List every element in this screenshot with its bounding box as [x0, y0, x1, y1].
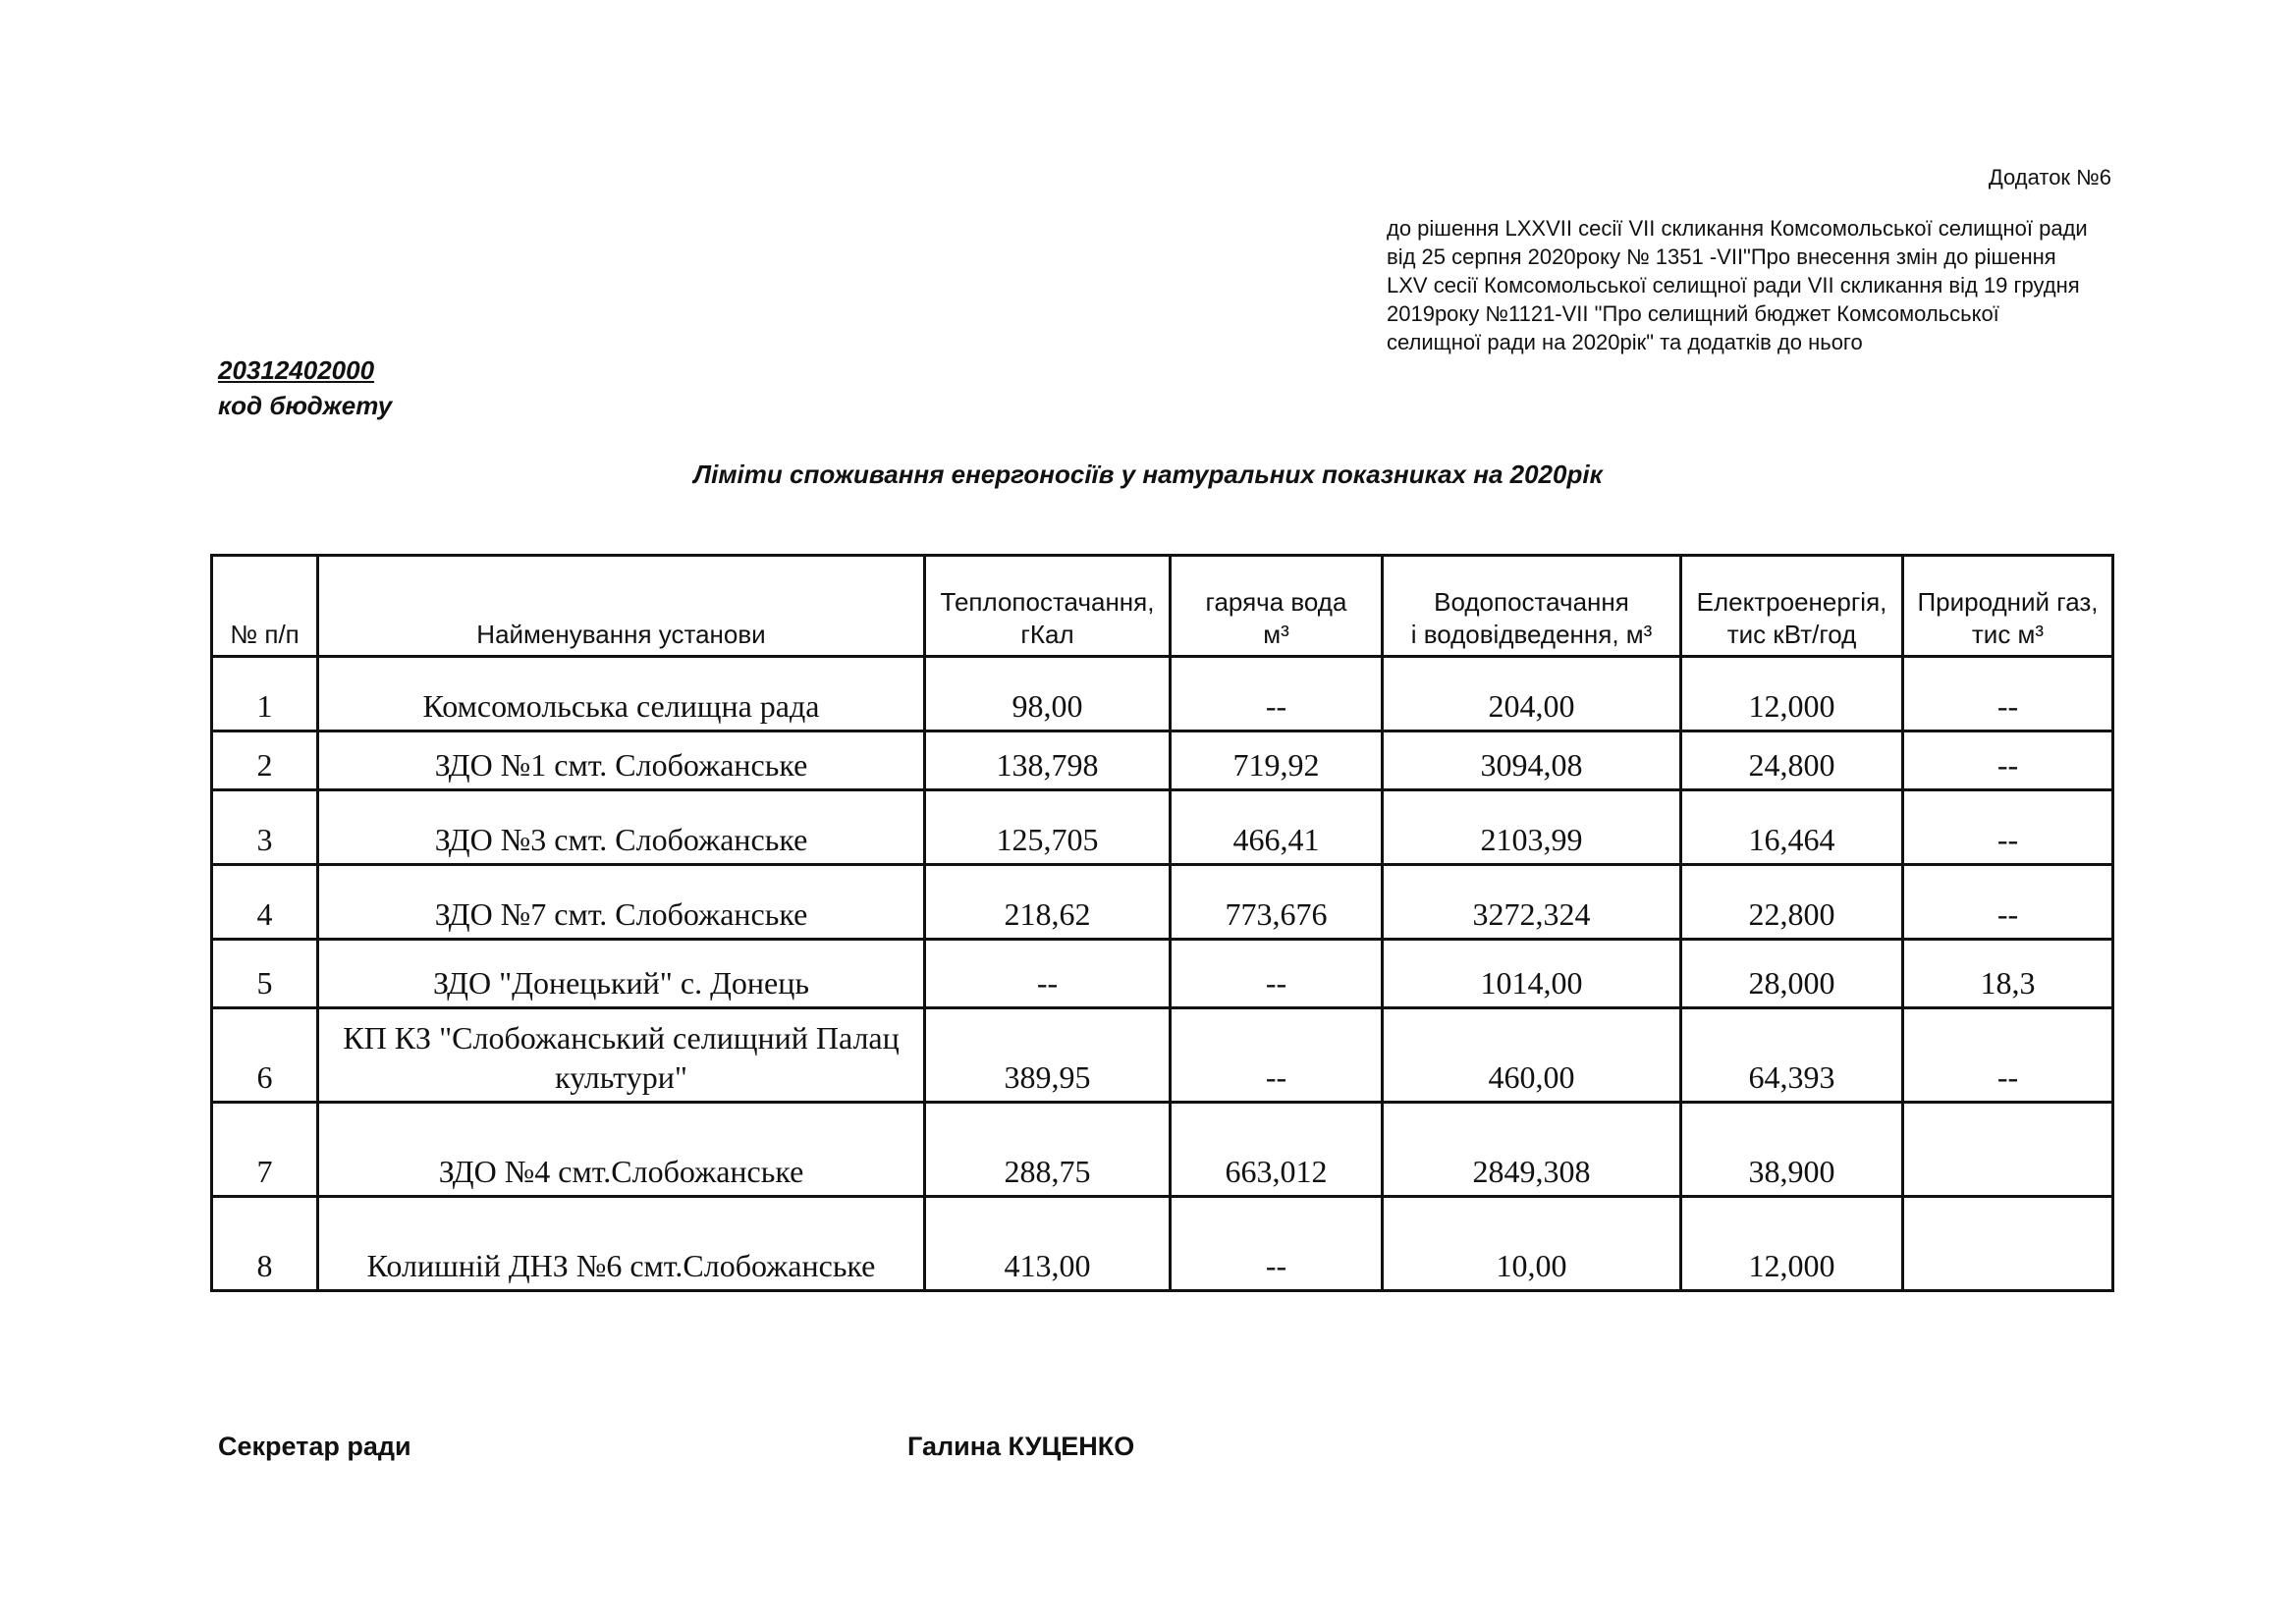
header-number [212, 556, 318, 657]
cell-heating: 125,705 [925, 790, 1171, 865]
header-unit: і водовідведення, м³ [1410, 620, 1653, 649]
cell-electricity: 64,393 [1681, 1008, 1903, 1103]
cell-number: 3 [212, 790, 318, 865]
header-institution [318, 556, 925, 657]
cell-water-supply: 2849,308 [1383, 1103, 1681, 1197]
cell-natural-gas [1903, 1197, 2113, 1291]
header-electricity [1681, 556, 1903, 657]
cell-institution: ЗДО №3 смт. Слобожанське [318, 790, 925, 865]
header-heating [925, 556, 1171, 657]
cell-heating: 138,798 [925, 731, 1171, 790]
cell-heating: 218,62 [925, 865, 1171, 940]
header-text: Природний газ, [1917, 587, 2099, 617]
cell-hot-water: 466,41 [1171, 790, 1383, 865]
header-unit: тис кВт/год [1726, 620, 1857, 649]
budget-code: 20312402000 [218, 355, 375, 385]
header-text: Найменування установи [476, 620, 766, 649]
cell-institution: КП КЗ "Слобожанський селищний Палац культури" [318, 1008, 925, 1103]
decision-line: 2019року №1121-VII "Про селищний бюджет Комсомольської [1387, 301, 1999, 326]
header-text: Водопостачання [1434, 587, 1629, 617]
cell-natural-gas: -- [1903, 731, 2113, 790]
table-row [212, 731, 2113, 790]
decision-line: до рішення LXXVII сесії VII скликання Комсомольської селищної ради [1387, 216, 2088, 241]
header-hot-water [1171, 556, 1383, 657]
budget-code-label: код бюджету [218, 391, 393, 420]
decision-reference [1387, 214, 2133, 356]
cell-natural-gas: -- [1903, 790, 2113, 865]
cell-institution: Колишній ДНЗ №6 смт.Слобожанське [318, 1197, 925, 1291]
header-text: Електроенергія, [1696, 587, 1887, 617]
cell-number: 6 [212, 1008, 318, 1103]
table-row [212, 865, 2113, 940]
cell-natural-gas: 18,3 [1903, 940, 2113, 1008]
cell-institution: ЗДО №1 смт. Слобожанське [318, 731, 925, 790]
cell-heating: 413,00 [925, 1197, 1171, 1291]
cell-hot-water: -- [1171, 940, 1383, 1008]
cell-electricity: 12,000 [1681, 657, 1903, 731]
header-water-supply [1383, 556, 1681, 657]
cell-institution: ЗДО №4 смт.Слобожанське [318, 1103, 925, 1197]
cell-hot-water: 773,676 [1171, 865, 1383, 940]
header-unit: тис м³ [1971, 620, 2045, 649]
cell-number: 7 [212, 1103, 318, 1197]
cell-hot-water: 663,012 [1171, 1103, 1383, 1197]
header-unit: м³ [1263, 620, 1289, 649]
cell-water-supply: 2103,99 [1383, 790, 1681, 865]
cell-natural-gas [1903, 1103, 2113, 1197]
table-row [212, 940, 2113, 1008]
cell-water-supply: 204,00 [1383, 657, 1681, 731]
secretary-name: Галина КУЦЕНКО [907, 1432, 1135, 1461]
cell-institution: Комсомольська селищна рада [318, 657, 925, 731]
cell-electricity: 22,800 [1681, 865, 1903, 940]
cell-water-supply: 10,00 [1383, 1197, 1681, 1291]
energy-limits-table [210, 554, 2114, 1292]
header-natural-gas [1903, 556, 2113, 657]
header-text: гаряча вода [1205, 587, 1347, 617]
table-row [212, 1103, 2113, 1197]
cell-natural-gas: -- [1903, 1008, 2113, 1103]
appendix-number: Додаток №6 [1988, 165, 2111, 189]
cell-water-supply: 460,00 [1383, 1008, 1681, 1103]
cell-water-supply: 1014,00 [1383, 940, 1681, 1008]
cell-natural-gas: -- [1903, 657, 2113, 731]
cell-number: 5 [212, 940, 318, 1008]
cell-electricity: 28,000 [1681, 940, 1903, 1008]
cell-electricity: 38,900 [1681, 1103, 1903, 1197]
cell-hot-water: 719,92 [1171, 731, 1383, 790]
header-unit: гКал [1020, 620, 1074, 649]
header-text: № п/п [230, 620, 300, 649]
decision-line: селищної ради на 2020рік" та додатків до нього [1387, 330, 1863, 354]
cell-institution: ЗДО №7 смт. Слобожанське [318, 865, 925, 940]
decision-line: LXV сесії Комсомольської селищної ради VII скликання від 19 грудня [1387, 273, 2080, 298]
cell-number: 4 [212, 865, 318, 940]
table-row [212, 1197, 2113, 1291]
table-row [212, 657, 2113, 731]
cell-institution: ЗДО "Донецький" с. Донець [318, 940, 925, 1008]
cell-hot-water: -- [1171, 1008, 1383, 1103]
header-text: Теплопостачання, [940, 587, 1155, 617]
cell-hot-water: -- [1171, 657, 1383, 731]
cell-electricity: 12,000 [1681, 1197, 1903, 1291]
cell-heating: 98,00 [925, 657, 1171, 731]
secretary-label: Секретар ради [218, 1432, 411, 1461]
table-row [212, 1008, 2113, 1103]
table-header-row [212, 556, 2113, 657]
cell-natural-gas: -- [1903, 865, 2113, 940]
cell-heating: 389,95 [925, 1008, 1171, 1103]
cell-electricity: 16,464 [1681, 790, 1903, 865]
cell-number: 2 [212, 731, 318, 790]
document-title: Ліміти споживання енергоносіїв у натуральних показниках на 2020рік [693, 460, 1603, 489]
cell-hot-water: -- [1171, 1197, 1383, 1291]
cell-heating: 288,75 [925, 1103, 1171, 1197]
cell-water-supply: 3094,08 [1383, 731, 1681, 790]
cell-electricity: 24,800 [1681, 731, 1903, 790]
cell-number: 1 [212, 657, 318, 731]
decision-line: від 25 серпня 2020року № 1351 -VII"Про внесення змін до рішення [1387, 244, 2056, 269]
cell-number: 8 [212, 1197, 318, 1291]
table-row [212, 790, 2113, 865]
cell-water-supply: 3272,324 [1383, 865, 1681, 940]
cell-heating: -- [925, 940, 1171, 1008]
